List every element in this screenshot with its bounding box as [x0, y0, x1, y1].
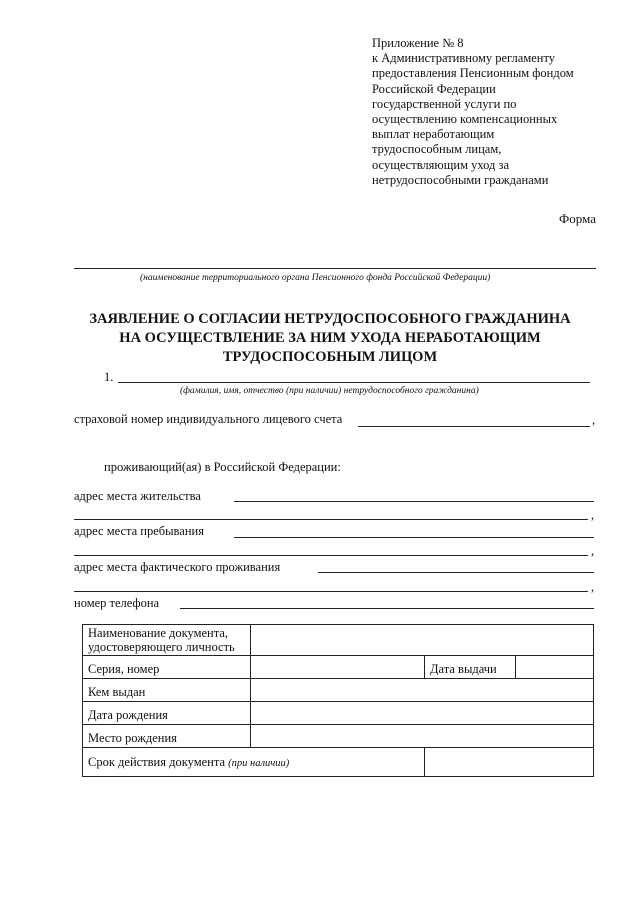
item-number: 1.	[104, 370, 114, 384]
fio-caption: (фамилия, имя, отчество (при наличии) нетрудоспособного гражданина)	[180, 386, 479, 396]
birth-place-label: Место рождения	[83, 725, 251, 748]
appendix-line: к Административному регламенту	[372, 51, 556, 66]
territorial-body-caption: (наименование территориального органа Пенсионного фонда Российской Федерации)	[140, 273, 491, 283]
table-row	[83, 725, 594, 748]
issue-date-label: Дата выдачи	[425, 656, 516, 679]
document-title	[60, 310, 600, 367]
validity-label-text: Срок действия документа	[88, 754, 226, 769]
validity-note: (при наличии)	[228, 757, 290, 769]
form-label: Форма	[559, 211, 596, 226]
fio-field[interactable]	[118, 382, 590, 383]
address-stay-field[interactable]	[234, 537, 594, 538]
table-row	[83, 679, 594, 702]
issue-date-cell[interactable]	[516, 656, 594, 679]
address-stay-label: адрес места пребывания	[74, 524, 204, 538]
birth-place-cell[interactable]	[251, 725, 594, 748]
appendix-line: предоставления Пенсионным фондом	[372, 66, 574, 81]
issued-by-cell[interactable]	[251, 679, 594, 702]
comma: ,	[591, 508, 595, 522]
series-number-label: Серия, номер	[83, 656, 251, 679]
residing-label: проживающий(ая) в Российской Федерации:	[104, 460, 341, 474]
table-row	[83, 702, 594, 725]
table-row	[83, 656, 594, 679]
address-actual-field[interactable]	[318, 572, 594, 573]
address-actual-label: адрес места фактического проживания	[74, 560, 281, 574]
series-number-cell[interactable]	[251, 656, 425, 679]
doc-name-label-line: удостоверяющего личность	[88, 640, 235, 654]
appendix-line: Приложение № 8	[372, 36, 464, 50]
phone-label: номер телефона	[74, 596, 160, 610]
address-residence-field[interactable]	[234, 501, 594, 502]
issued-by-label: Кем выдан	[83, 679, 251, 702]
comma: ,	[591, 580, 595, 594]
doc-name-label	[83, 625, 251, 656]
birth-date-label: Дата рождения	[83, 702, 251, 725]
address-residence-label: адрес места жительства	[74, 489, 201, 503]
identity-document-table	[82, 624, 594, 777]
territorial-body-field[interactable]	[74, 268, 596, 269]
validity-cell[interactable]	[425, 748, 594, 777]
appendix-line: осуществляющим уход за	[372, 157, 509, 172]
appendix-line: государственной услуги по	[372, 96, 517, 111]
appendix-line: осуществлению компенсационных	[372, 112, 558, 127]
phone-field[interactable]	[180, 608, 594, 609]
address-stay-field-2[interactable]	[74, 555, 588, 556]
snils-label: страховой номер индивидуального лицевого счета	[74, 412, 343, 426]
title-line: ЗАЯВЛЕНИЕ О СОГЛАСИИ НЕТРУДОСПОСОБНОГО ГРАЖДАНИНА	[89, 311, 571, 327]
doc-name-cell[interactable]	[251, 625, 594, 656]
appendix-line: выплат неработающим	[372, 127, 495, 142]
comma: ,	[591, 544, 595, 558]
validity-label	[83, 748, 425, 777]
address-residence-field-2[interactable]	[74, 519, 588, 520]
appendix-line: Российской Федерации	[372, 81, 496, 96]
comma: ,	[592, 413, 596, 427]
table-row	[83, 748, 594, 777]
appendix-block	[372, 36, 612, 188]
appendix-line: нетрудоспособными гражданами	[372, 172, 549, 187]
doc-name-label-line: Наименование документа,	[88, 626, 229, 640]
appendix-line: трудоспособным лицам,	[372, 142, 502, 157]
birth-date-cell[interactable]	[251, 702, 594, 725]
title-line: НА ОСУЩЕСТВЛЕНИЕ ЗА НИМ УХОДА НЕРАБОТАЮЩИМ	[119, 330, 541, 346]
title-line: ТРУДОСПОСОБНЫМ ЛИЦОМ	[222, 349, 438, 365]
table-row	[83, 625, 594, 656]
snils-field[interactable]	[358, 426, 590, 427]
address-actual-field-2[interactable]	[74, 591, 588, 592]
